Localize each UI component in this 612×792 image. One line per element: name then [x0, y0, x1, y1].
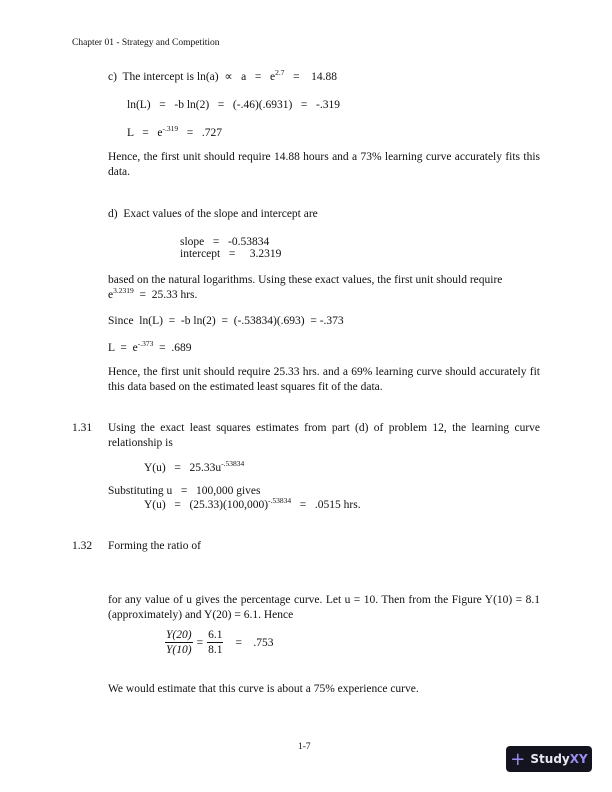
- studyxy-logo: [506, 746, 592, 772]
- running-header: Chapter 01 - Strategy and Competition: [72, 38, 220, 48]
- part-c-l-value: $L = e^{-.319} = .727$: [127, 124, 222, 139]
- fraction-denominator: 8.1: [208, 644, 223, 656]
- problem-1-31-result: $Y(u) = (25.33)(100,000)^{-.53834} = .0515$ hrs.: [144, 496, 361, 511]
- ratio-result: = .753: [235, 636, 274, 649]
- part-d-para-a: based on the natural logarithms. Using these exact values, the first unit should require: [108, 274, 503, 286]
- part-d-l-value: $L = e^{-.373} = .689$: [108, 339, 192, 354]
- part-d-slope: slope = -0.53834: [180, 236, 270, 248]
- part-d-conclusion: Hence, the first unit should require 25.33 hrs. and a 69% learning curve should accurately fit this data based on the estimated least squares fit of the data.: [108, 366, 540, 393]
- part-c-intercept: c) The intercept is $\ln(a) \propto a = e^{2.7}$ = 14.88: [108, 68, 337, 83]
- problem-1-31-number: 1.31: [72, 422, 93, 434]
- equals-sign: =: [196, 636, 204, 649]
- part-c-ln-l: ln(L) = -b ln(2) = (-.46)(.6931) = -.319: [127, 99, 340, 111]
- part-d-intercept: intercept = 3.2319: [180, 248, 282, 260]
- part-c-conclusion: Hence, the first unit should require 14.88 hours and a 73% learning curve accurately fits this data.: [108, 151, 540, 178]
- problem-1-31-substitution: Substituting u = 100,000 gives: [108, 485, 261, 497]
- plus-icon: +: [510, 748, 526, 770]
- fraction-numerator: 6.1: [208, 629, 223, 641]
- part-d-since: Since ln(L) = -b ln(2) = (-.53834)(.693) = -.373: [108, 315, 344, 327]
- part-d-para-b: $e^{3.2319} = 25.33$ hrs.: [108, 286, 198, 301]
- problem-1-32-text: Forming the ratio of: [108, 540, 201, 552]
- problem-1-32-para: for any value of u gives the percentage curve. Let u = 10. Then from the Figure Y(10) = 8.1 (approximately) and Y(20) = 6.1. Hence: [108, 594, 540, 621]
- problem-1-32-number: 1.32: [72, 540, 93, 552]
- problem-1-31-text: Using the exact least squares estimates from part (d) of problem 12, the learning curve relationship is: [108, 422, 540, 449]
- fraction-numerator: Y(20): [166, 629, 192, 641]
- problem-1-31-equation: $Y(u) = 25.33u^{-.53834}$: [144, 459, 245, 474]
- logo-text: StudyXY: [530, 752, 588, 766]
- part-d-intro: d) Exact values of the slope and intercept are: [108, 208, 318, 220]
- fraction-denominator: Y(10): [166, 644, 192, 656]
- ratio-equation: [165, 628, 274, 657]
- problem-1-32-conclusion: We would estimate that this curve is about a 75% experience curve.: [108, 683, 419, 695]
- page-number: 1-7: [298, 742, 311, 752]
